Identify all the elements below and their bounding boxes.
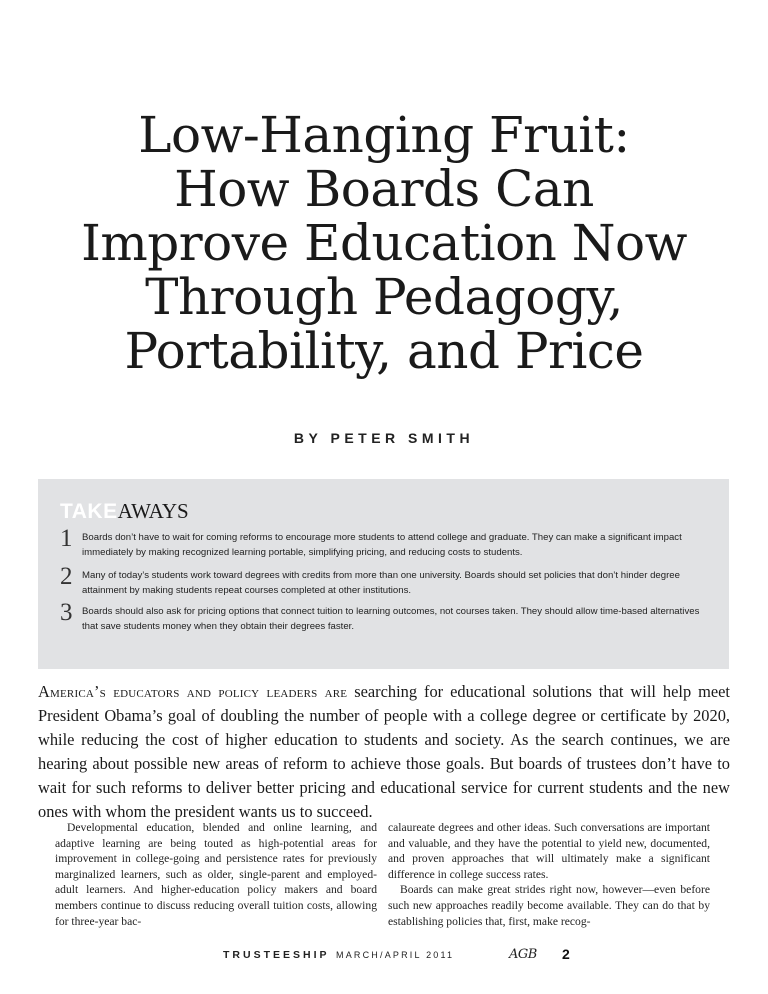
lead-text: searching for educational solutions that will help meet President Obama’s goal of doubling the number of people with a college degree or certificate by 2020, while reducing the cost of higher education to students and society. As the search continues, we are hearing about possible new areas of reform to achieve those goals. But boards of trustees don’t have to wait for such reforms to deliver better pricing and educational service for current students and the new ones with whom the president wants us to succeed. — [38, 682, 730, 821]
takeaway-text: Boards should also ask for pricing options that connect tuition to learning outcomes, not courses taken. They should allow time-based alternatives that save students money when they obtain their degrees faster. — [82, 606, 700, 632]
byline: BY PETER SMITH — [293, 430, 475, 446]
body-paragraph: calaureate degrees and other ideas. Such conversations are important and valuable, and they have the potential to yield new, documented, and proven approaches that will ultimately make a significant difference in college success rates. — [388, 821, 710, 881]
body-column-left — [55, 820, 377, 929]
takeaways-heading-take: TAKE — [60, 500, 118, 523]
lead-paragraph — [38, 680, 730, 824]
takeaways-heading-aways: AWAYS — [117, 499, 189, 523]
body-paragraph: Developmental education, blended and online learning, and adaptive learning are being touted as high-potential areas for improvement in college-going and persistence rates for previously marginalized learners, such as older, single-parent and employed-adult learners. And higher-education policy makers and board members continue to discuss reducing overall tuition costs, allowing for three-year bac- — [55, 821, 377, 928]
page-footer — [0, 946, 768, 966]
title-line: Low-Hanging Fruit: — [138, 106, 630, 164]
title-line: How Boards Can — [174, 160, 594, 218]
body-paragraph: Boards can make great strides right now, however—even before such new approaches readily become available. They can do that by establishing policies that, first, make recog- — [388, 883, 710, 928]
takeaway-number: 1 — [60, 525, 73, 552]
title-line: Improve Education Now — [81, 214, 687, 272]
takeaway-item — [60, 525, 709, 560]
title-line: Through Pedagogy, — [145, 268, 623, 326]
agb-logo: AGB — [509, 947, 537, 962]
takeaway-number: 3 — [60, 599, 73, 626]
body-column-right — [388, 820, 710, 929]
takeaway-text: Boards don’t have to wait for coming reforms to encourage more students to attend college and graduate. They can make a significant impact immediately by making recognized learning portable, simplifying pricing, and reducing costs to students. — [82, 532, 682, 558]
footer-date: MARCH/APRIL 2011 — [336, 950, 455, 960]
title-line: Portability, and Price — [124, 322, 644, 380]
takeaway-item — [60, 599, 709, 634]
takeaway-number: 2 — [60, 563, 73, 590]
footer-publication: TRUSTEESHIP — [223, 949, 330, 961]
article-title — [40, 108, 728, 378]
takeaway-text: Many of today’s students work toward degrees with credits from more than one university. Boards should set policies that don’t hinder degree attainment by making students repeat courses completed at other institutions. — [82, 570, 680, 596]
takeaways-box — [38, 479, 729, 669]
page-number: 2 — [562, 946, 570, 962]
lead-small-caps: America’s educators and policy leaders are — [38, 682, 348, 701]
takeaway-item — [60, 563, 709, 598]
takeaways-heading — [60, 499, 709, 524]
